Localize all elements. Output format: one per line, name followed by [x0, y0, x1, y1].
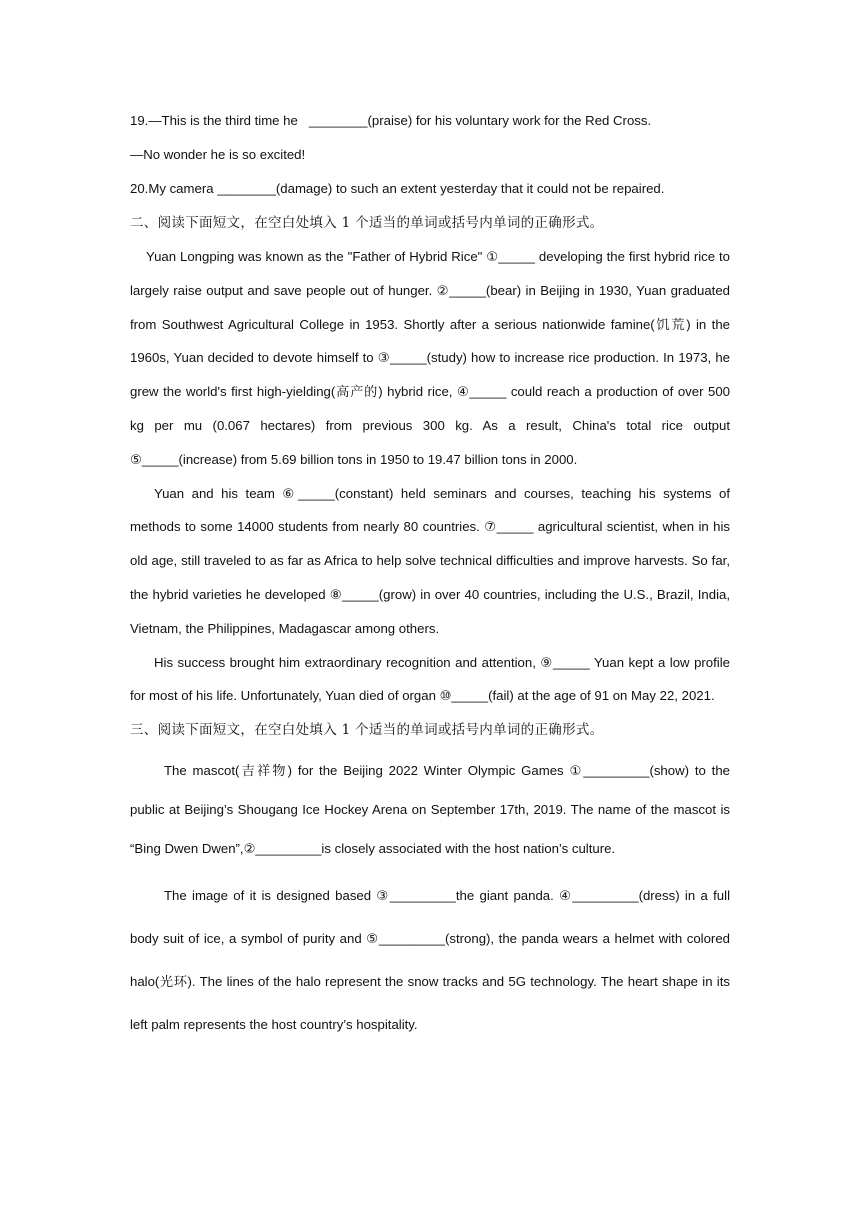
section-2-paragraph-3: His success brought him extraordinary recognition and attention, ⑨_____ Yuan kept a low profile for most of his life. Unfortunately, Yuan died of organ ⑩_____(fail) at the age of 91 on May 22, 2021.	[130, 654, 730, 704]
worksheet-page	[130, 104, 730, 1046]
section-3-paragraph-2: The image of it is designed based ③_________the giant panda. ④_________(dress) in a full body suit of ice, a symbol of purity and ⑤_________(strong), the panda wears a helmet with colored halo(光环). The lines of the halo represent the snow tracks and 5G technology. The heart shape in its left palm represents the host country’s hospitality.	[130, 888, 730, 1033]
section-3	[130, 713, 730, 1046]
section-2-heading: 二、阅读下面短文，在空白处填入 1 个适当的单词或括号内单词的正确形式。	[130, 215, 604, 231]
question-19-prompt: 19.—This is the third time he ________(praise) for his voluntary work for the Red Cross.	[130, 113, 652, 128]
section-2-paragraph-2: Yuan and his team ⑥_____(constant) held seminars and courses, teaching his systems of methods to some 14000 students from nearly 80 countries. ⑦_____ agricultural scientist, when in his old age, still traveled to as far as Africa to help solve technical difficulties and improve harvests. So far, the hybrid varieties he developed ⑧_____(grow) in over 40 countries, including the U.S., Brazil, India, Vietnam, the Philippines, Madagascar among others.	[130, 485, 730, 636]
section-2-paragraph-1: Yuan Longping was known as the "Father of Hybrid Rice" ①_____ developing the first hybrid rice to largely raise output and save people out of hunger. ②_____(bear) in Beijing in 1930, Yuan graduated from Southwest Agricultural College in 1953. Shortly after a serious nationwide famine(饥荒) in the 1960s, Yuan decided to devote himself to ③_____(study) how to increase rice production. In 1973, he grew the world's first high-yielding(高产的) hybrid rice, ④_____ could reach a production of over 500 kg per mu (0.067 hectares) from previous 300 kg. As a result, China's total rice output ⑤_____(increase) from 5.69 billion tons in 1950 to 19.47 billion tons in 2000.	[130, 249, 730, 467]
section-3-paragraph-1: The mascot(吉祥物) for the Beijing 2022 Winter Olympic Games ①_________(show) to the public at Beijing’s Shougang Ice Hockey Arena on September 17th, 2019. The name of the mascot is “Bing Dwen Dwen”,②_________is closely associated with the host nation’s culture.	[130, 763, 730, 857]
question-20: 20.My camera ________(damage) to such an extent yesterday that it could not be repaired.	[130, 181, 665, 196]
section-2	[130, 206, 730, 713]
section-3-heading: 三、阅读下面短文，在空白处填入 1 个适当的单词或括号内单词的正确形式。	[130, 722, 604, 739]
question-19-response: —No wonder he is so excited!	[130, 147, 306, 162]
